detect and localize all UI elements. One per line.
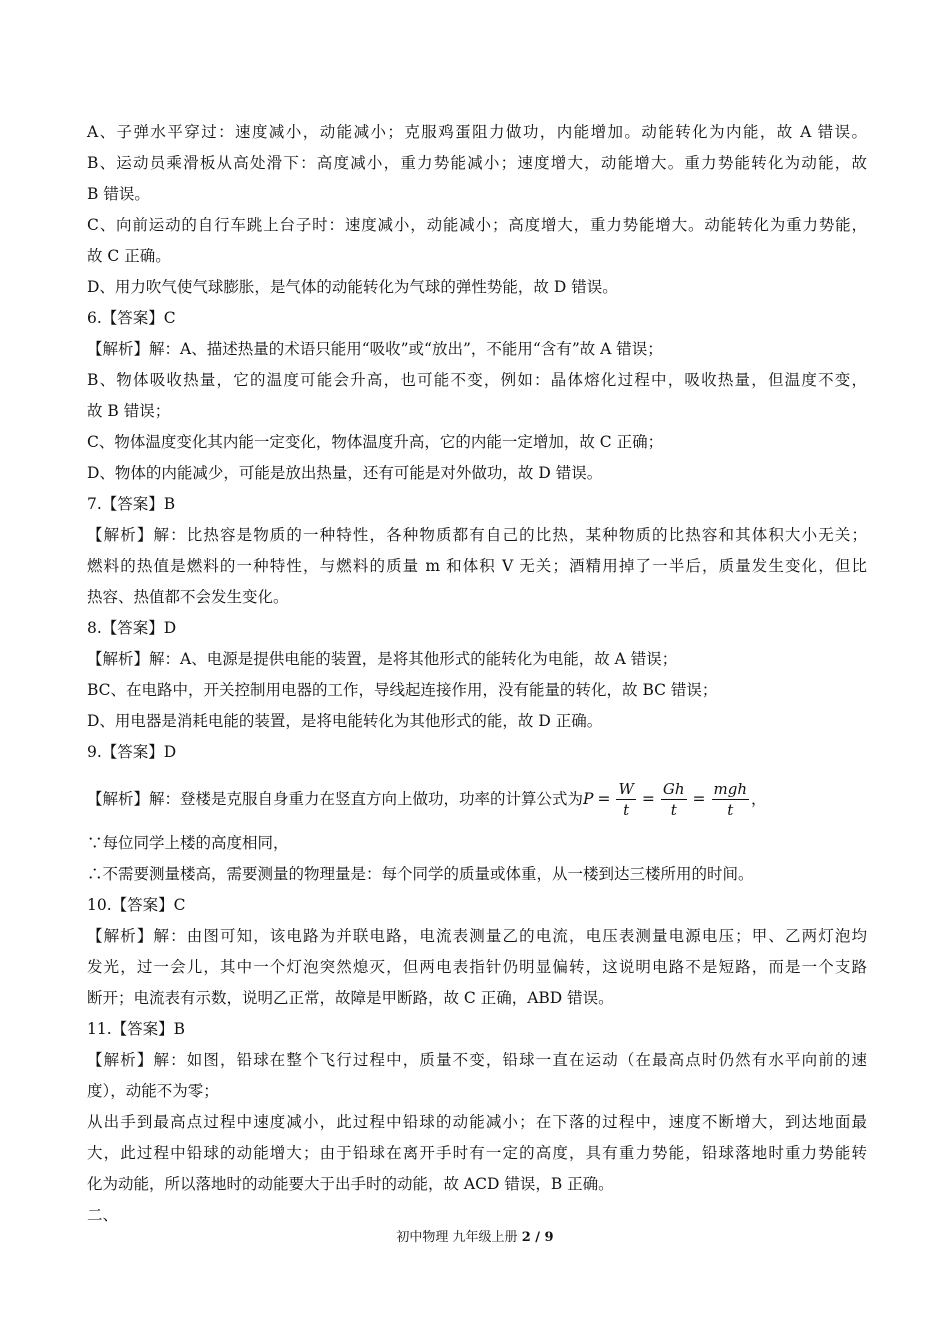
text-line: C、物体温度变化其内能一定变化，物体温度升高，它的内能一定增加，故 C 正确； [87, 433, 664, 451]
text-line: 【解析】解：由图可知，该电路为并联电路，电流表测量乙的电流，电压表测量电源电压；甲、乙两灯泡均 [87, 927, 867, 945]
fraction-denominator: t [623, 800, 630, 819]
power-formula-line [87, 770, 867, 828]
text-line: 度），动能不为零； [87, 1082, 219, 1100]
page-number: 2 / 9 [521, 1230, 554, 1245]
text-line: BC、在电路中，开关控制用电器的工作，导线起连接作用，没有能量的转化，故 BC 错误； [87, 681, 718, 699]
fraction-gh-over-t [661, 779, 687, 820]
text-line: 故 B 错误； [87, 402, 171, 420]
fraction-numerator: mgh [713, 779, 748, 798]
fraction-numerator: W [618, 779, 634, 798]
fraction-w-over-t [616, 779, 635, 820]
answer-heading: 11.【答案】B [87, 1020, 186, 1038]
section-heading: 二、 [87, 1206, 119, 1224]
text-line: 热容、热值都不会发生变化。 [87, 588, 289, 606]
text-line: 故 C 正确。 [87, 247, 171, 265]
text-line: D、物体的内能减少，可能是放出热量，还有可能是对外做功，故 D 错误。 [87, 464, 603, 482]
text-line: B 错误。 [87, 185, 150, 203]
formula-equals: = [641, 789, 655, 808]
text-line: ∵每位同学上楼的高度相同， [87, 834, 289, 852]
fraction-denominator: t [727, 800, 734, 819]
formula-prefix: 【解析】解：登楼是克服自身重力在竖直方向上做功，功率的计算公式为 [87, 789, 584, 808]
text-line: 大，此过程中铅球的动能增大；由于铅球在离开手时有一定的高度，具有重力势能，铅球落地时重力势能转 [87, 1144, 867, 1162]
fraction-denominator: t [670, 800, 677, 819]
text-line: C、向前运动的自行车跳上台子时：速度减小，动能减小；高度增大，重力势能增大。动能转化为重力势能， [87, 216, 867, 234]
formula-suffix: ， [751, 789, 767, 808]
text-line: B、运动员乘滑板从高处滑下：高度减小，重力势能减小；速度增大，动能增大。重力势能转化为动能，故 [87, 154, 867, 172]
text-line: 断开；电流表有示数，说明乙正常，故障是甲断路，故 C 正确，ABD 错误。 [87, 989, 614, 1007]
text-line: A、子弹水平穿过：速度减小，动能减小；克服鸡蛋阻力做功，内能增加。动能转化为内能，故 A 错误。 [87, 123, 867, 141]
text-line: ∴不需要测量楼高，需要测量的物理量是：每个同学的质量或体重，从一楼到达三楼所用的时间。 [87, 865, 754, 883]
text-line: 从出手到最高点过程中速度减小，此过程中铅球的动能减小；在下落的过程中，速度不断增大，到达地面最 [87, 1113, 867, 1131]
formula-equals: = [597, 789, 611, 808]
text-line: D、用电器是消耗电能的装置，是将电能转化为其他形式的能，故 D 正确。 [87, 712, 603, 730]
text-line: 【解析】解：比热容是物质的一种特性，各种物质都有自己的比热，某种物质的比热容和其体积大小无关； [87, 526, 867, 544]
text-line: 【解析】解：A、描述热量的术语只能用“吸收”或“放出”，不能用“含有”故 A 错误； [87, 340, 663, 358]
fraction-mgh-over-t [712, 779, 750, 820]
formula-equals: = [692, 789, 706, 808]
footer-label: 初中物理 九年级上册 [396, 1230, 518, 1245]
text-line: 发光，过一会儿，其中一个灯泡突然熄灭，但两电表指针仍明显偏转，这说明电路不是短路，而是一个支路 [87, 958, 867, 976]
page-footer [0, 1226, 950, 1245]
fraction-numerator: Gh [662, 779, 685, 798]
text-line: 【解析】解：如图，铅球在整个飞行过程中，质量不变，铅球一直在运动（在最高点时仍然有水平向前的速 [87, 1051, 867, 1069]
text-line: 化为动能，所以落地时的动能要大于出手时的动能，故 ACD 错误，B 正确。 [87, 1175, 614, 1193]
answer-heading: 7.【答案】B [87, 495, 176, 513]
text-line: 【解析】解：A、电源是提供电能的装置，是将其他形式的能转化为电能，故 A 错误； [87, 650, 678, 668]
answer-content [87, 117, 867, 1231]
text-line: 燃料的热值是燃料的一种特性，与燃料的质量 m 和体积 V 无关；酒精用掉了一半后，质量发生变化，但比 [87, 557, 867, 575]
formula-power-symbol: P [583, 789, 594, 808]
answer-heading: 9.【答案】D [87, 743, 177, 761]
answer-heading: 6.【答案】C [87, 309, 176, 327]
answer-heading: 8.【答案】D [87, 619, 177, 637]
answer-heading: 10.【答案】C [87, 896, 186, 914]
text-line: D、用力吹气使气球膨胀，是气体的动能转化为气球的弹性势能，故 D 错误。 [87, 278, 618, 296]
text-line: B、物体吸收热量，它的温度可能会升高，也可能不变，例如：晶体熔化过程中，吸收热量，但温度不变， [87, 371, 867, 389]
